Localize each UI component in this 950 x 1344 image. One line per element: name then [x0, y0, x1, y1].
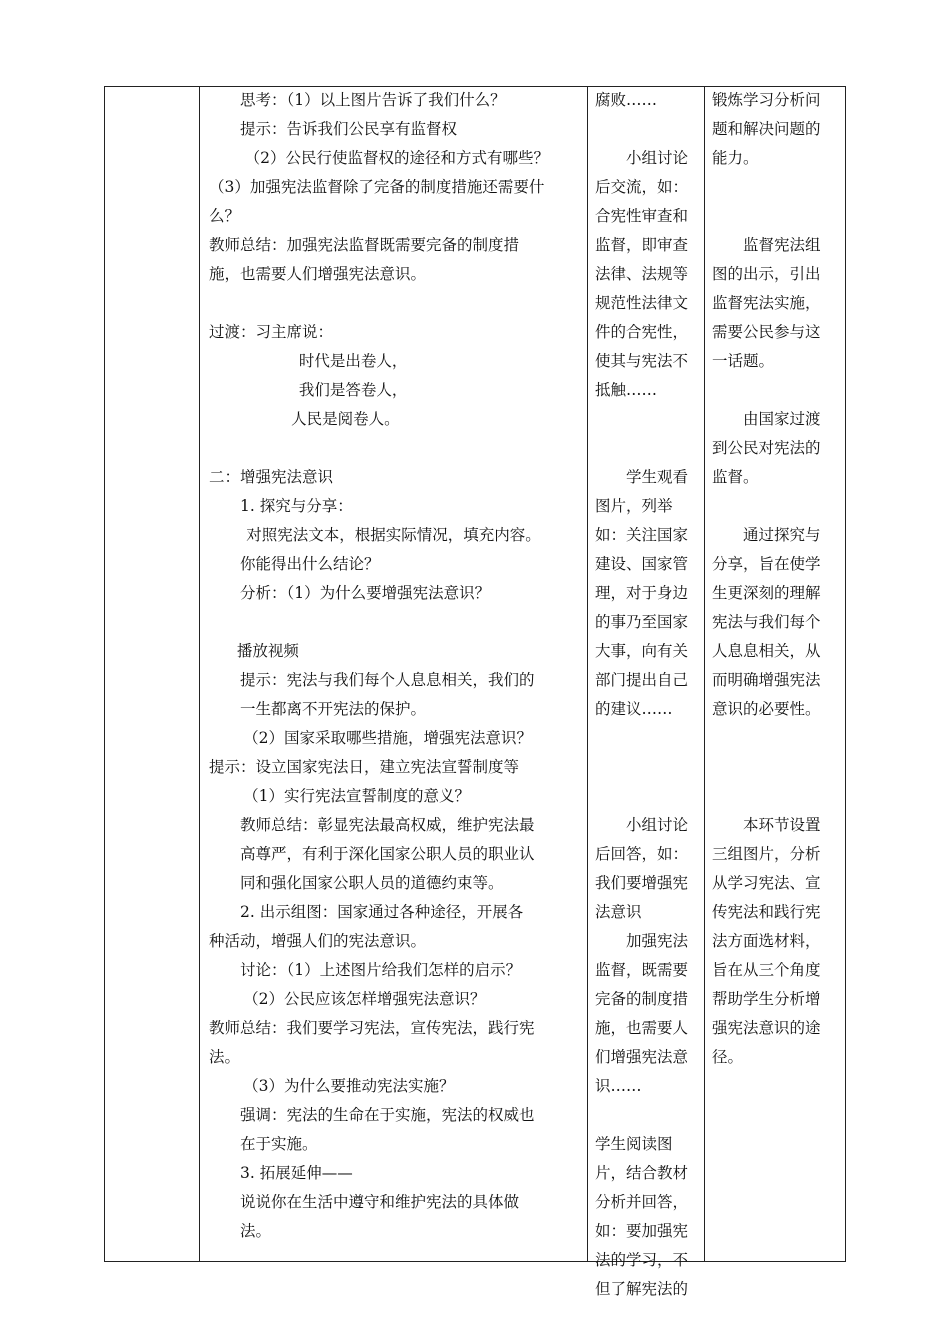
design-intent-line: 由国家过渡 [743, 410, 821, 428]
teaching-line: 同和强化国家公职人员的道德约束等。 [240, 874, 504, 892]
student-activity-line [595, 724, 703, 753]
student-activity-line: 理，对于身边 [595, 584, 689, 602]
design-intent-line: 径。 [712, 1048, 744, 1066]
student-activity-line: 如：关注国家 [595, 526, 689, 544]
design-intent-line: 法方面选材料， [712, 932, 821, 950]
student-activity-line: 的建议…… [595, 700, 673, 718]
design-intent-line: 通过探究与 [743, 526, 821, 544]
design-intent-line: 监督宪法组 [743, 236, 821, 254]
teaching-line: 你能得出什么结论？ [240, 555, 380, 573]
student-activity-line: 图片，列举 [595, 497, 673, 515]
design-intent-line [712, 492, 842, 521]
teaching-line: 法。 [240, 1222, 272, 1240]
student-activity-line [595, 782, 703, 811]
teaching-line: 高尊严，有利于深化国家公职人员的职业认 [240, 845, 535, 863]
design-intent-line: 监督宪法实施， [712, 294, 821, 312]
teaching-line: （3）加强宪法监督除了完备的制度措施还需要什 [209, 178, 545, 196]
design-intent-line [712, 376, 842, 405]
student-activity-line: 小组讨论 [626, 816, 689, 834]
design-intent-line: 能力。 [712, 149, 759, 167]
design-intent-line: 宪法与我们每个 [712, 613, 821, 631]
teaching-line: 过渡：习主席说： [209, 323, 334, 341]
teaching-line: （1）实行宪法宣誓制度的意义？ [243, 787, 470, 805]
student-activity-line: 但了解宪法的 [595, 1280, 689, 1298]
student-activity-line: 分析并回答， [595, 1193, 689, 1211]
table-border-left [104, 86, 105, 1262]
student-activity-line: 合宪性审查和 [595, 207, 689, 225]
design-intent-line: 从学习宪法、宣 [712, 874, 821, 892]
design-intent-line: 传宪法和践行宪 [712, 903, 821, 921]
design-intent-line: 帮助学生分析增 [712, 990, 821, 1008]
student-activity-line: 学生观看 [626, 468, 689, 486]
design-intent-line [712, 782, 842, 811]
teaching-line: （2）公民行使监督权的途径和方式有哪些？ [244, 149, 550, 167]
student-activity-line: 后交流，如： [595, 178, 689, 196]
teaching-line: 我们是答卷人， [298, 381, 408, 399]
teaching-line: 么？ [209, 207, 241, 225]
design-intent-line: 生更深刻的理解 [712, 584, 821, 602]
student-activity-line: 大事，向有关 [595, 642, 689, 660]
table-border-bottom [104, 1261, 846, 1262]
design-intent-line: 旨在从三个角度 [712, 961, 821, 979]
teaching-line: （2）公民应该怎样增强宪法意识？ [243, 990, 486, 1008]
student-activity-line: 的事乃至国家 [595, 613, 689, 631]
design-intent-line: 本环节设置 [743, 816, 821, 834]
student-activity-line: 监督，即审查 [595, 236, 689, 254]
student-activity-line: 部门提出自己 [595, 671, 689, 689]
student-activity-line: 我们要增强宪 [595, 874, 689, 892]
student-activity-line: 使其与宪法不 [595, 352, 689, 370]
teaching-line: 种活动，增强人们的宪法意识。 [209, 932, 427, 950]
teaching-line: 说说你在生活中遵守和维护宪法的具体做 [240, 1193, 520, 1211]
student-activity-line: 施，也需要人 [595, 1019, 689, 1037]
teaching-line: 教师总结：我们要学习宪法，宣传宪法，践行宪 [209, 1019, 535, 1037]
design-intent-line: 题和解决问题的 [712, 120, 821, 138]
student-activity-line [595, 1101, 703, 1130]
design-intent-line: 意识的必要性。 [712, 700, 821, 718]
student-activity-line: 片，结合教材 [595, 1164, 689, 1182]
student-activity-line: 法意识 [595, 903, 642, 921]
design-intent-column [712, 86, 842, 1072]
design-intent-line: 需要公民参与这 [712, 323, 821, 341]
teaching-line: 人民是阅卷人。 [291, 410, 400, 428]
design-intent-line: 监督。 [712, 468, 759, 486]
student-activity-line: 腐败…… [595, 91, 658, 109]
student-activity-line: 学生阅读图 [595, 1135, 673, 1153]
teaching-line: 在于实施。 [240, 1135, 318, 1153]
student-activity-column [595, 86, 703, 1304]
student-activity-line: 建设、国家管 [595, 555, 689, 573]
design-intent-line: 图的出示，引出 [712, 265, 821, 283]
student-activity-line [595, 753, 703, 782]
student-activity-line: 小组讨论 [626, 149, 689, 167]
design-intent-line [712, 173, 842, 202]
student-activity-line: 规范性法律文 [595, 294, 689, 312]
teaching-line: 教师总结：彰显宪法最高权威，维护宪法最 [240, 816, 535, 834]
design-intent-line [712, 724, 842, 753]
teaching-line: 讨论：（1）上述图片给我们怎样的启示？ [240, 961, 522, 979]
design-intent-line [712, 753, 842, 782]
design-intent-line [712, 202, 842, 231]
design-intent-line: 强宪法意识的途 [712, 1019, 821, 1037]
teaching-line: 教师总结：加强宪法监督既需要完备的制度措 [209, 236, 520, 254]
student-activity-line: 监督，既需要 [595, 961, 689, 979]
teaching-line: 思考：（1）以上图片告诉了我们什么？ [240, 91, 506, 109]
design-intent-line: 三组图片，分析 [712, 845, 821, 863]
teaching-line: 2. 出示组图：国家通过各种途径，开展各 [240, 903, 524, 921]
column-divider-1 [199, 86, 200, 1262]
teaching-line: 1. 探究与分享： [240, 497, 353, 515]
student-activity-line: 完备的制度措 [595, 990, 689, 1008]
design-intent-line: 而明确增强宪法 [712, 671, 821, 689]
teaching-line: （3）为什么要推动宪法实施？ [243, 1077, 455, 1095]
teaching-line: 法。 [209, 1048, 241, 1066]
student-activity-line: 如：要加强宪 [595, 1222, 689, 1240]
design-intent-line: 分享，旨在使学 [712, 555, 821, 573]
student-activity-line [595, 405, 703, 434]
lesson-plan-table [104, 86, 846, 1298]
teaching-line: 播放视频 [236, 642, 299, 660]
teaching-line: 强调：宪法的生命在于实施，宪法的权威也 [240, 1106, 535, 1124]
student-activity-line: 件的合宪性， [595, 323, 689, 341]
teaching-line: 对照宪法文本，根据实际情况，填充内容。 [246, 526, 541, 544]
student-activity-line: 法律、法规等 [595, 265, 689, 283]
design-intent-line: 人息息相关，从 [712, 642, 821, 660]
student-activity-line: 们增强宪法意 [595, 1048, 689, 1066]
column-divider-3 [704, 86, 705, 1262]
student-activity-line: 加强宪法 [626, 932, 689, 950]
student-activity-line [595, 115, 703, 144]
student-activity-line: 识…… [595, 1077, 642, 1095]
student-activity-line: 法的学习，不 [595, 1251, 689, 1269]
teaching-line: 提示：设立国家宪法日，建立宪法宣誓制度等 [209, 758, 520, 776]
student-activity-line: 抵触…… [595, 381, 658, 399]
teaching-line: 时代是出卷人， [298, 352, 408, 370]
teaching-line: （2）国家采取哪些措施，增强宪法意识？ [243, 729, 532, 747]
teaching-line: 二：增强宪法意识 [209, 468, 334, 486]
design-intent-line: 一话题。 [712, 352, 775, 370]
teaching-line: 提示：告诉我们公民享有监督权 [240, 120, 458, 138]
teaching-line: 施，也需要人们增强宪法意识。 [209, 265, 427, 283]
student-activity-line: 后回答，如： [595, 845, 689, 863]
student-activity-line [595, 434, 703, 463]
teaching-line: 分析：（1）为什么要增强宪法意识？ [240, 584, 491, 602]
teaching-line: 一生都离不开宪法的保护。 [240, 700, 427, 718]
teaching-line: 提示：宪法与我们每个人息息相关，我们的 [240, 671, 535, 689]
teaching-line: 3. 拓展延伸—— [240, 1164, 353, 1182]
design-intent-line: 到公民对宪法的 [712, 439, 821, 457]
design-intent-line: 锻炼学习分析问 [712, 91, 821, 109]
table-border-right [845, 86, 846, 1262]
